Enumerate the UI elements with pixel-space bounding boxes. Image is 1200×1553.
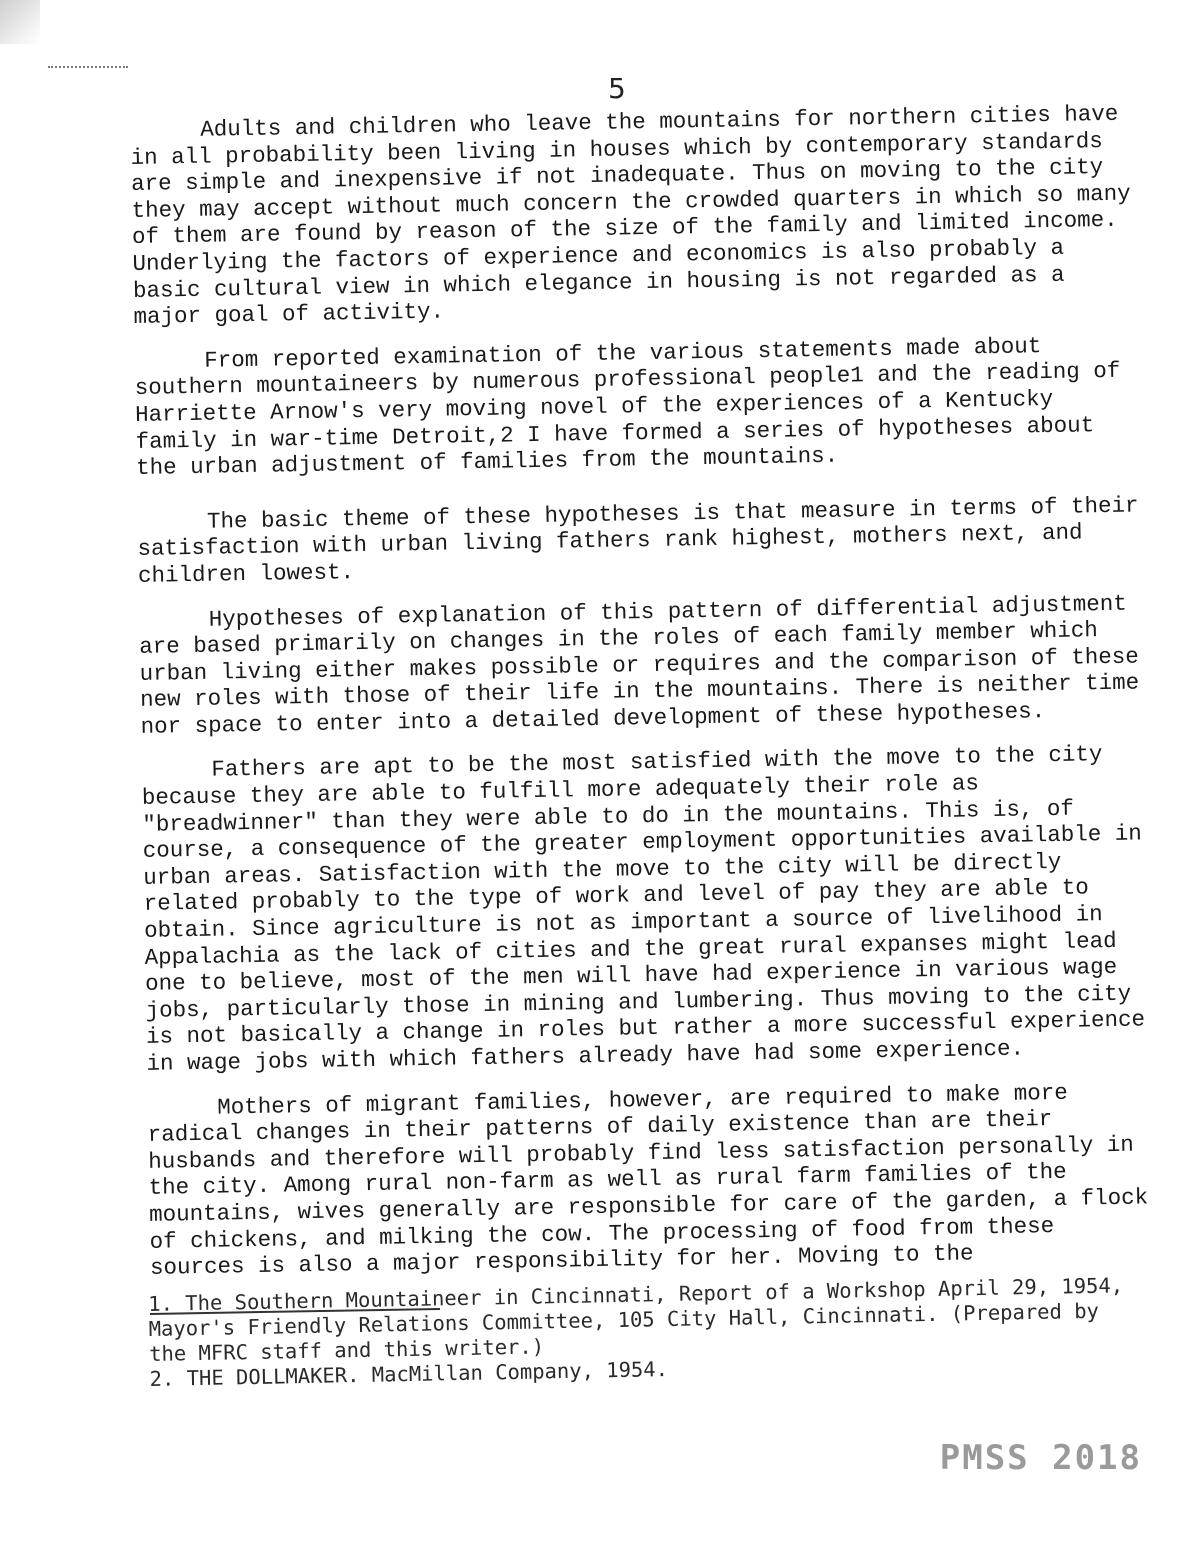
footnote-1: 1. The Southern Mountaineer in Cincinnati, Report of a Workshop April 29, 1954, Mayor's Friendly Relations Committee, 105 City Hall, Cincinnati. (Prepared by the MFRC staff and this writer.) (148, 1273, 1124, 1366)
scan-mark-dash (48, 66, 128, 71)
scan-edge-shadow (0, 0, 40, 44)
body-text (130, 100, 1160, 1281)
paragraph-hypotheses-source: From reported examination of the various statements made about southern mountaineers by numerous professional people1 and the reading of Harriette Arnow's very moving novel of the experiences of a Kentucky family in war-time Detroit,2 I have formed a series of hypotheses about the urban adjustment of families from the mountains. (134, 332, 1121, 482)
paragraph-basic-theme: The basic theme of these hypotheses is that measure in terms of their satisfaction with urban living fathers rank highest, mothers next, and children lowest. (137, 492, 1139, 589)
paragraph-housing: Adults and children who leave the mountains for northern cities have in all probability been living in houses which by contemporary standards are simple and inexpensive if not inadequate. Thus on moving to the city they may accept without much concern the crowded quarters in which so many of them are found by reason of the size of the family and limited income. Underlying the factors of experience and economics is also probably a basic cultural view in which elegance in housing is not regarded as a major goal of activity. (130, 100, 1131, 331)
footnotes (148, 1273, 1130, 1392)
page-number: 5 (608, 72, 626, 105)
paragraph-differential-adjustment: Hypotheses of explanation of this pattern of differential adjustment are based primarily on changes in the roles of each family member which urban living either makes possible or requires and the comparison of these new roles with those of their life in the mountains. There is neither time nor space to enter into a detailed development of these hypotheses. (139, 590, 1140, 740)
archive-stamp: PMSS 2018 (939, 1438, 1142, 1478)
paragraph-fathers: Fathers are apt to be the most satisfied with the move to the city because they are able to fulfill more adequately their role as "breadwinner" than they were able to do in the mountains. This is, of course, a consequence of the greater employment opportunities available in urban areas. Satisfaction with the move to the city will be directly related probably to the type of work and level of pay they are able to obtain. Since agriculture is not as important a source of livelihood in Appalachia as the lack of cities and the great rural expanses might lead one to believe, most of the men will have had experience in various wage jobs, particularly those in mining and lumbering. Thus moving to the city is not basically a change in roles but rather a more successful experience in wage jobs with which fathers already have had some experience. (141, 741, 1146, 1077)
paragraph-mothers: Mothers of migrant families, however, are required to make more radical changes in their patterns of daily existence than are their husbands and therefore will probably find less satisfaction personally in the city. Among rural non-farm as well as rural farm families of the mountains, wives generally are responsible for care of the garden, a flock of chickens, and milking the cow. The processing of food from these sources is also a major responsibility for her. Moving to the (147, 1079, 1149, 1281)
footnote-2: 2. THE DOLLMAKER. MacMillan Company, 1954. (149, 1357, 669, 1391)
